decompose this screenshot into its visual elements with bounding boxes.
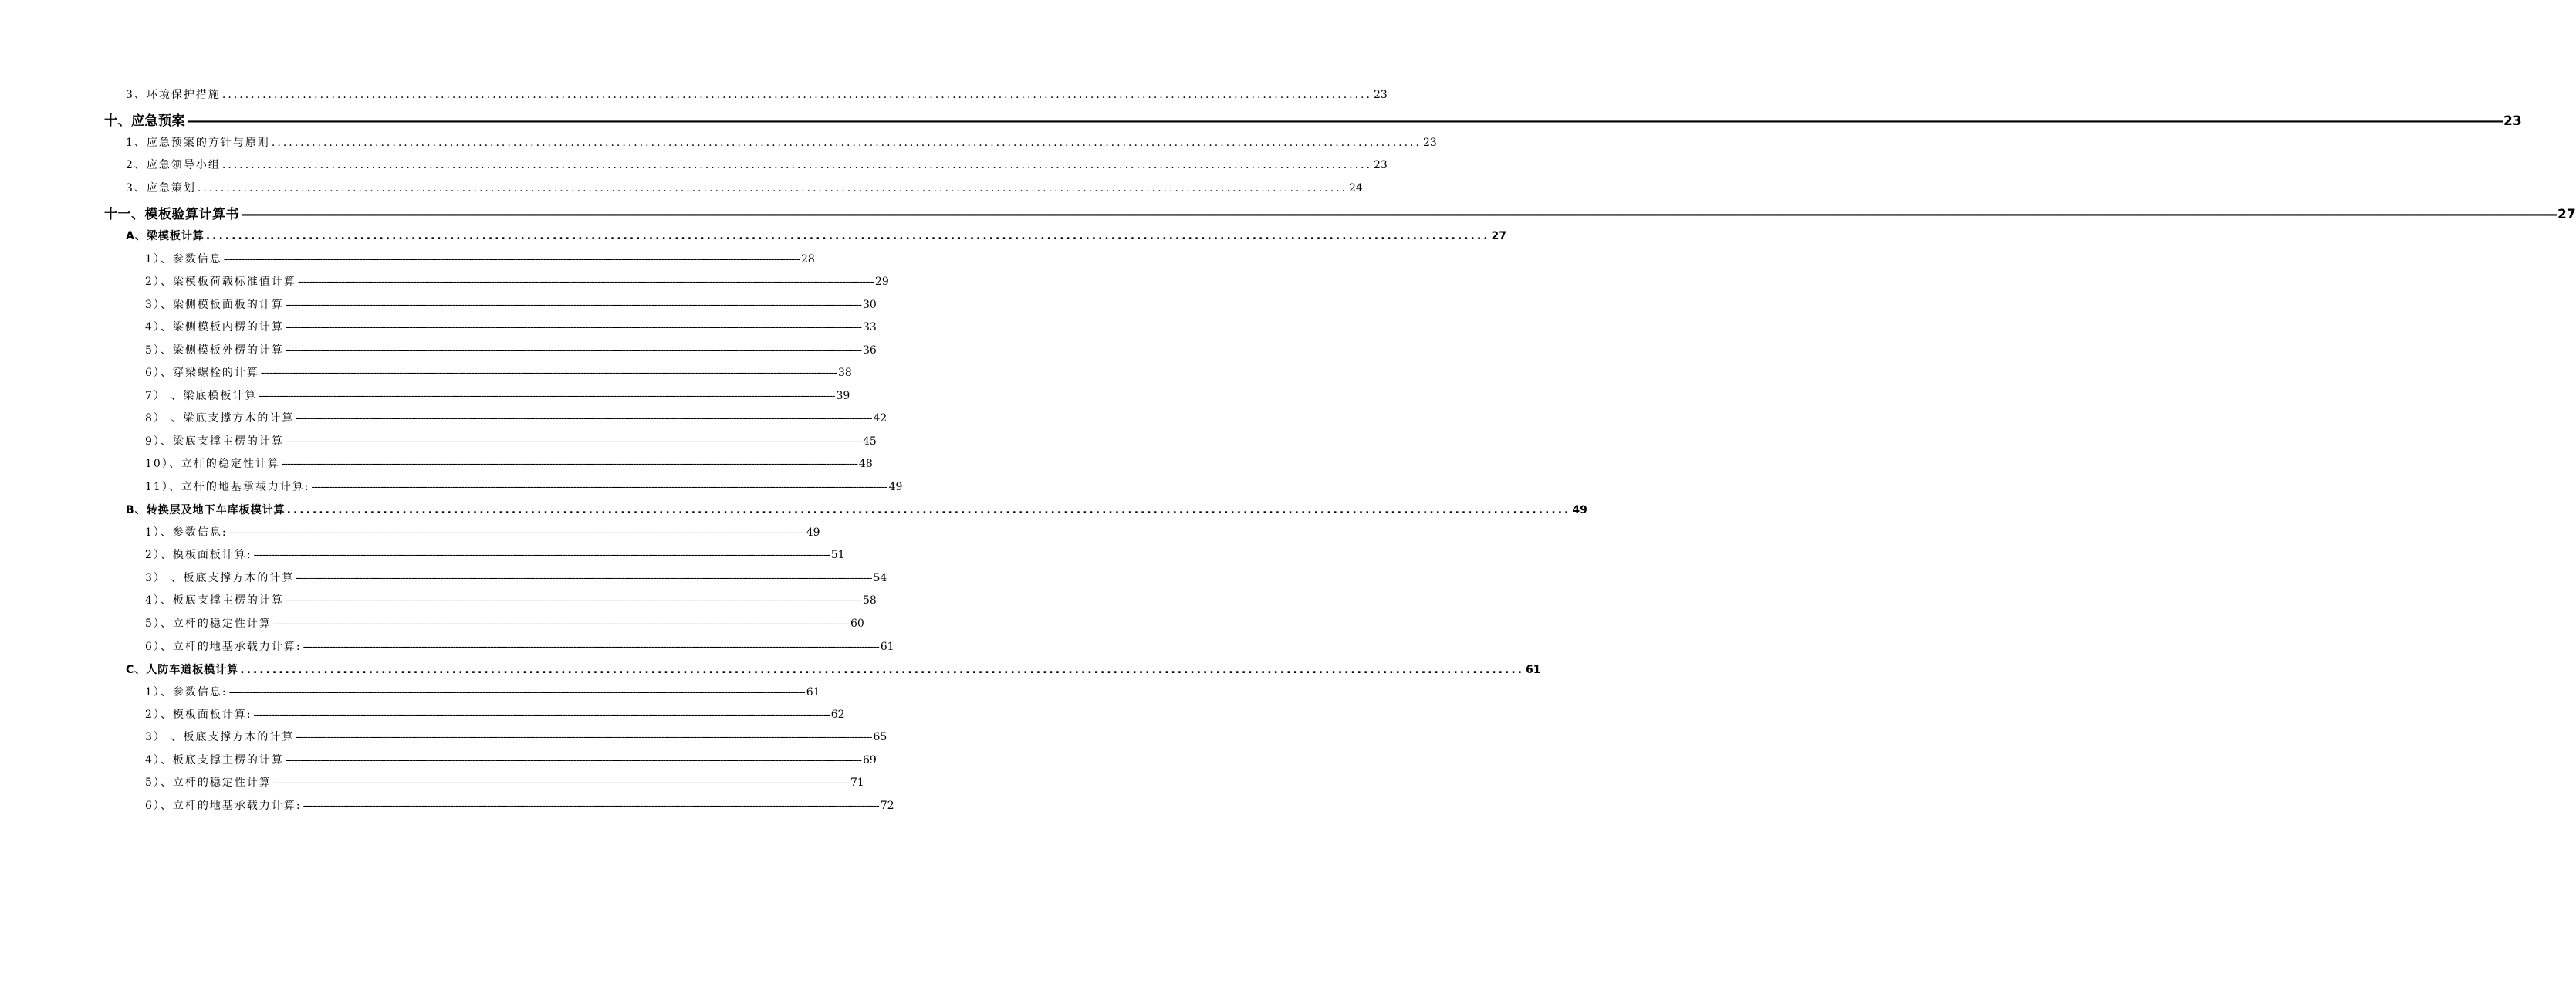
- toc-entry[interactable]: [145, 752, 877, 767]
- toc-entry-label: 3、环境保护措施: [126, 89, 221, 101]
- toc-leader: --------------------------------------------------------------------------------------------------------------------------------------------------------------------------------------------------------: [285, 435, 862, 448]
- toc-page-number: 49: [806, 526, 820, 539]
- toc-page-number: 27: [1491, 230, 1506, 242]
- toc-entry-label: A、梁模板计算: [126, 230, 205, 242]
- toc-page-number: 29: [875, 276, 889, 288]
- toc-leader: --------------------------------------------------------------------------------------------------------------------------------------------------------------------------------------------------------: [296, 412, 872, 425]
- toc-entry[interactable]: [145, 570, 887, 585]
- toc-leader: ————————————————————————————————————————————————————————————————————————————————————————————————————————————————————————————————————————————————————————————————————————————————————————————————————————: [187, 113, 2502, 129]
- toc-entry[interactable]: [145, 797, 894, 813]
- toc-page-number: 72: [880, 800, 894, 812]
- toc-entry-label: 1、应急预案的方针与原则: [126, 137, 270, 149]
- toc-entry-label: 3）、梁侧模板面板的计算: [145, 299, 284, 311]
- toc-entry[interactable]: [145, 684, 820, 699]
- toc-leader: ————————————————————————————————————————————————————————————————————————————————————————————————————————————————————————————————————————————————————————————————————————————————————————————————————————: [241, 207, 2556, 222]
- toc-leader: --------------------------------------------------------------------------------------------------------------------------------------------------------------------------------------------------------: [260, 367, 837, 379]
- toc-leader: --------------------------------------------------------------------------------------------------------------------------------------------------------------------------------------------------------: [281, 458, 857, 470]
- toc-page-number: 45: [863, 435, 877, 448]
- toc-entry[interactable]: [126, 157, 1388, 172]
- toc-page-number: 54: [873, 572, 887, 584]
- toc-leader: --------------------------------------------------------------------------------------------------------------------------------------------------------------------------------------------------------: [303, 641, 879, 653]
- toc-entry[interactable]: [145, 546, 845, 562]
- toc-page-number: 39: [836, 390, 850, 402]
- toc-entry[interactable]: [145, 638, 894, 654]
- toc-entry-label: 2）、模板面板计算:: [145, 549, 252, 561]
- toc-leader: --------------------------------------------------------------------------------------------------------------------------------------------------------------------------------------------------------: [253, 709, 830, 721]
- toc-page-number: 23: [1422, 137, 1437, 149]
- toc-leader: --------------------------------------------------------------------------------------------------------------------------------------------------------------------------------------------------------: [228, 686, 805, 699]
- toc-page-number: 61: [880, 641, 894, 653]
- toc-leader: --------------------------------------------------------------------------------------------------------------------------------------------------------------------------------------------------------: [259, 390, 835, 402]
- toc-page-number: 24: [1348, 182, 1363, 195]
- toc-entry-label: 10）、立杆的稳定性计算: [145, 458, 280, 470]
- toc-entry[interactable]: [145, 251, 815, 266]
- toc-leader: --------------------------------------------------------------------------------------------------------------------------------------------------------------------------------------------------------: [285, 754, 862, 766]
- toc-leader: --------------------------------------------------------------------------------------------------------------------------------------------------------------------------------------------------------: [228, 526, 805, 539]
- toc-page-number: 58: [863, 594, 877, 607]
- toc-entry[interactable]: [126, 86, 1388, 102]
- toc-page-number: 60: [850, 618, 864, 630]
- toc-page-number: 61: [1525, 664, 1541, 676]
- toc-entry-label: 5）、立杆的稳定性计算: [145, 777, 272, 789]
- toc-page-number: 51: [830, 549, 845, 561]
- toc-page-number: 71: [850, 777, 864, 789]
- toc-entry-label: 4）、板底支撑主楞的计算: [145, 594, 284, 607]
- toc-entry[interactable]: [126, 180, 1363, 195]
- toc-entry-label: 7） 、梁底模板计算: [145, 390, 258, 402]
- toc-entry-label: 2、应急领导小组: [126, 159, 221, 171]
- toc-section-entry[interactable]: [126, 502, 1587, 517]
- toc-leader: --------------------------------------------------------------------------------------------------------------------------------------------------------------------------------------------------------: [285, 344, 862, 357]
- toc-entry-label: 4）、板底支撑主楞的计算: [145, 754, 284, 766]
- toc-leader: --------------------------------------------------------------------------------------------------------------------------------------------------------------------------------------------------------: [311, 481, 887, 493]
- toc-entry[interactable]: [145, 592, 877, 607]
- toc-leader: --------------------------------------------------------------------------------------------------------------------------------------------------------------------------------------------------------: [303, 800, 879, 812]
- toc-page-number: 65: [873, 731, 887, 743]
- toc-page-number: 61: [806, 686, 820, 699]
- toc-page-number: 36: [863, 344, 877, 357]
- toc-leader: --------------------------------------------------------------------------------------------------------------------------------------------------------------------------------------------------------: [285, 299, 862, 311]
- toc-entry[interactable]: [145, 615, 864, 631]
- toc-entry-label: 11）、立杆的地基承载力计算:: [145, 481, 310, 493]
- toc-leader: --------------------------------------------------------------------------------------------------------------------------------------------------------------------------------------------------------: [272, 777, 850, 789]
- toc-leader: ........................................................................................................................................................................................................: [286, 504, 1571, 516]
- toc-entry-label: 3、应急策划: [126, 182, 196, 195]
- toc-section-entry[interactable]: [126, 662, 1541, 677]
- toc-page-number: 69: [863, 754, 877, 766]
- toc-leader: ........................................................................................................................................................................................................: [221, 89, 1372, 101]
- toc-entry-label: 十一、模板验算计算书: [104, 207, 239, 222]
- toc-entry-label: 3） 、板底支撑方木的计算: [145, 731, 295, 743]
- toc-entry-label: 6）、立杆的地基承载力计算:: [145, 641, 302, 653]
- toc-leader: --------------------------------------------------------------------------------------------------------------------------------------------------------------------------------------------------------: [296, 572, 872, 584]
- toc-entry-label: 5）、梁侧模板外楞的计算: [145, 344, 284, 357]
- toc-chapter-entry[interactable]: [104, 110, 2522, 129]
- toc-page-number: 23: [1373, 89, 1388, 101]
- toc-entry-label: 十、应急预案: [104, 113, 185, 129]
- toc-section-entry[interactable]: [126, 228, 1506, 243]
- toc-leader: ........................................................................................................................................................................................................: [205, 230, 1490, 242]
- toc-entry[interactable]: [145, 319, 877, 334]
- toc-entry-label: 8） 、梁底支撑方木的计算: [145, 412, 295, 425]
- toc-leader: --------------------------------------------------------------------------------------------------------------------------------------------------------------------------------------------------------: [297, 276, 874, 288]
- toc-entry-label: 3） 、板底支撑方木的计算: [145, 572, 295, 584]
- toc-page-number: 49: [888, 481, 903, 493]
- toc-page-number: 28: [801, 253, 815, 266]
- toc-entry[interactable]: [145, 524, 820, 540]
- toc-leader: ........................................................................................................................................................................................................: [271, 137, 1422, 149]
- toc-page-number: 23: [2503, 113, 2522, 129]
- toc-page-number: 48: [858, 458, 873, 470]
- toc-entry-label: 5）、立杆的稳定性计算: [145, 618, 272, 630]
- toc-entry[interactable]: [126, 134, 1437, 150]
- toc-entry[interactable]: [145, 433, 877, 448]
- toc-entry[interactable]: [145, 774, 864, 790]
- toc-page-number: 38: [838, 367, 852, 379]
- toc-entry[interactable]: [145, 387, 850, 403]
- toc-entry-label: 1）、参数信息: [145, 253, 222, 266]
- toc-leader: --------------------------------------------------------------------------------------------------------------------------------------------------------------------------------------------------------: [253, 549, 830, 561]
- toc-entry[interactable]: [145, 706, 845, 722]
- toc-leader: --------------------------------------------------------------------------------------------------------------------------------------------------------------------------------------------------------: [296, 731, 872, 743]
- toc-entry-label: 1）、参数信息:: [145, 526, 228, 539]
- toc-entry-label: 1）、参数信息:: [145, 686, 228, 699]
- toc-leader: --------------------------------------------------------------------------------------------------------------------------------------------------------------------------------------------------------: [272, 618, 850, 630]
- toc-entry[interactable]: [145, 364, 852, 380]
- toc-entry[interactable]: [145, 455, 873, 471]
- toc-entry[interactable]: [145, 479, 903, 494]
- toc-leader: ........................................................................................................................................................................................................: [240, 664, 1524, 676]
- toc-page-number: 27: [2557, 207, 2576, 222]
- toc-entry[interactable]: [145, 729, 887, 744]
- toc-leader: ........................................................................................................................................................................................................: [197, 182, 1347, 195]
- toc-leader: --------------------------------------------------------------------------------------------------------------------------------------------------------------------------------------------------------: [285, 594, 862, 607]
- toc-chapter-entry[interactable]: [104, 203, 2576, 222]
- toc-leader: --------------------------------------------------------------------------------------------------------------------------------------------------------------------------------------------------------: [285, 321, 862, 333]
- toc-entry-label: 6）、穿梁螺栓的计算: [145, 367, 259, 379]
- toc-entry-label: 9）、梁底支撑主楞的计算: [145, 435, 284, 448]
- toc-entry-label: 2）、模板面板计算:: [145, 709, 252, 721]
- toc-entry-label: B、转换层及地下车库板模计算: [126, 504, 286, 516]
- toc-entry[interactable]: [145, 410, 887, 425]
- toc-page-number: 33: [863, 321, 877, 333]
- toc-leader: --------------------------------------------------------------------------------------------------------------------------------------------------------------------------------------------------------: [223, 253, 800, 266]
- toc-page-number: 30: [863, 299, 877, 311]
- toc-entry-label: 4）、梁侧模板内楞的计算: [145, 321, 284, 333]
- toc-entry[interactable]: [145, 296, 877, 312]
- toc-entry-label: C、人防车道板模计算: [126, 664, 239, 676]
- toc-entry-label: 6）、立杆的地基承载力计算:: [145, 800, 302, 812]
- toc-page-number: 23: [1373, 159, 1388, 171]
- toc-page-number: 42: [873, 412, 887, 425]
- toc-entry-label: 2）、梁模板荷载标准值计算: [145, 276, 296, 288]
- toc-page-number: 49: [1572, 504, 1587, 516]
- toc-page-number: 62: [830, 709, 845, 721]
- toc-leader: ........................................................................................................................................................................................................: [221, 159, 1372, 171]
- toc-entry[interactable]: [145, 342, 877, 357]
- toc-entry[interactable]: [145, 273, 889, 289]
